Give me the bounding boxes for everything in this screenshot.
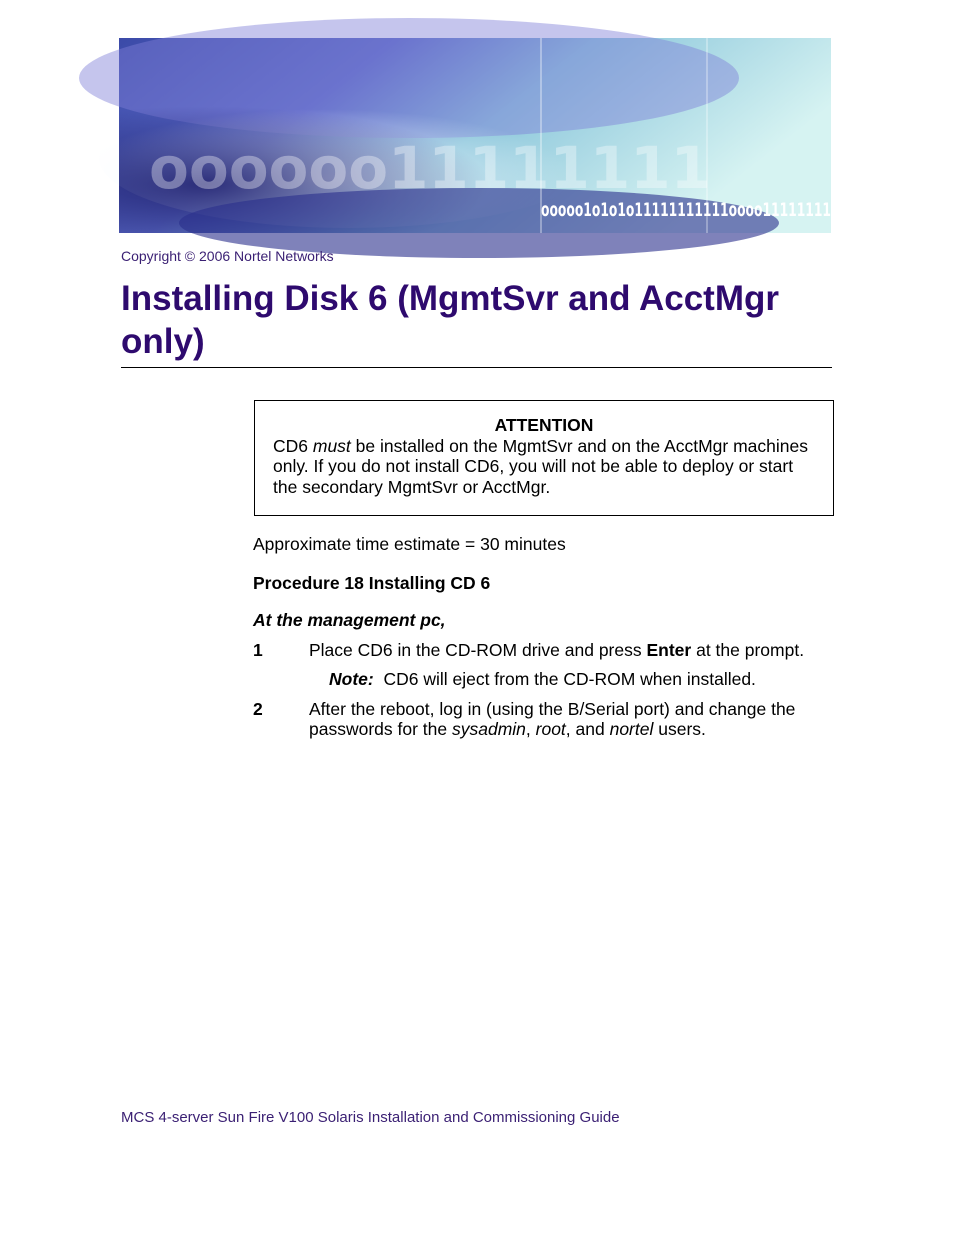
step-text-part: After the reboot, log in (using the B/Serial port) and change the passwords for the xyxy=(309,699,796,739)
attention-text-part1: CD6 xyxy=(273,435,313,456)
time-estimate: Approximate time estimate = 30 minutes xyxy=(253,534,566,554)
page-title xyxy=(121,277,841,363)
attention-text-part2: be installed on the MgmtSvr and on the AcctMgr machines only. If you do not install CD6, you will not be able to deploy or start the secondary MgmtSvr or AcctMgr. xyxy=(273,435,808,497)
document-footer: MCS 4-server Sun Fire V100 Solaris Installation and Commissioning Guide xyxy=(121,1109,620,1126)
step-text-part: Place CD6 in the CD-ROM drive and press xyxy=(309,640,647,660)
note-label: Note: xyxy=(329,669,374,689)
procedure-context: At the management pc, xyxy=(253,610,446,630)
step-text xyxy=(309,640,839,660)
step-text-part: at the prompt. xyxy=(691,640,805,660)
step-note xyxy=(329,669,756,690)
attention-heading: ATTENTION xyxy=(494,415,594,435)
user-name-sysadmin: sysadmin xyxy=(451,719,526,739)
copyright-notice: Copyright © 2006 Nortel Networks xyxy=(121,248,334,264)
step-number: 1 xyxy=(253,640,263,660)
step-text-part: , xyxy=(525,719,536,739)
attention-text xyxy=(273,436,815,498)
procedure-title: Procedure 18 Installing CD 6 xyxy=(253,573,491,593)
enter-key-label: Enter xyxy=(646,640,692,660)
user-name-nortel: nortel xyxy=(609,719,654,739)
page-title-line2: only) xyxy=(121,322,205,361)
step-text-part: users. xyxy=(653,719,706,739)
user-name-root: root xyxy=(535,719,566,739)
title-divider xyxy=(121,367,832,368)
header-banner-image xyxy=(119,38,831,233)
attention-box xyxy=(254,400,834,516)
step-number: 2 xyxy=(253,699,263,719)
attention-emphasis: must xyxy=(312,435,351,456)
banner-digits-small: ooooo1o1o1o11111111111oooo11111111 xyxy=(541,199,831,221)
banner-digits-large: oooooo11111111 xyxy=(149,134,711,202)
note-text: CD6 will eject from the CD-ROM when installed. xyxy=(373,669,756,689)
page-title-line1: Installing Disk 6 (MgmtSvr and AcctMgr xyxy=(121,279,779,318)
step-text xyxy=(309,699,839,739)
step-text-part: , and xyxy=(565,719,610,739)
